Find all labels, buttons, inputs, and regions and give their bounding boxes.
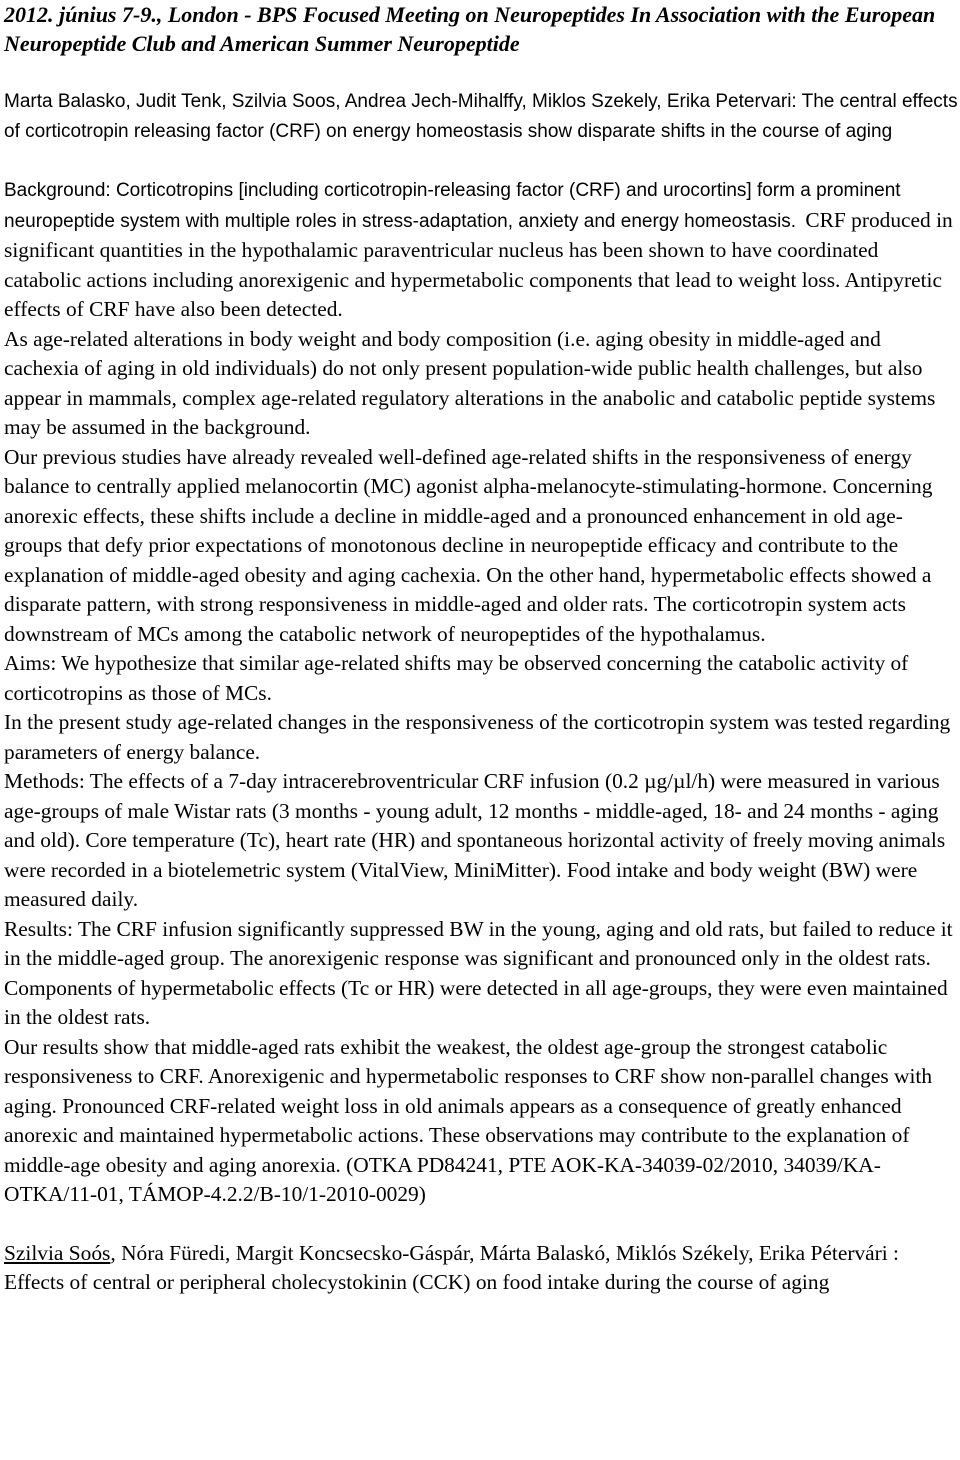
abstract-1-methods: Methods: The effects of a 7-day intracerebroventricular CRF infusion (0.2 µg/µl/h) were measured in various age-groups of male Wistar rats (3 months - young adult, 12 months - middle-aged, 18- and 24 months - aging and old). Core temperature (Tc), heart rate (HR) and spontaneous horizontal activity of freely moving animals were recorded in a biotelemetric system (VitalView, MiniMitter). Food intake and body weight (BW) were measured daily.	[4, 769, 946, 911]
abstract-1-aims: Aims: We hypothesize that similar age-related shifts may be observed concerning the catabolic activity of corticotropins as those of MCs.	[4, 651, 909, 705]
abstract-1-background	[4, 180, 901, 232]
abstract-2-rest: , Nóra Füredi, Margit Koncsecsko-Gáspár, Márta Balaskó, Miklós Székely, Erika Pétervári : Effects of central or peripheral cholecystokinin (CCK) on food intake during the course of aging	[4, 1240, 899, 1294]
document-page	[4, 0, 958, 1298]
abstract-2-authors-title	[4, 1239, 958, 1298]
abstract-1-results: Results: The CRF infusion significantly suppressed BW in the young, aging and old rats, but failed to reduce it in the middle-aged group. The anorexigenic response was significant and pronounced only in the oldest rats. Components of hypermetabolic effects (Tc or HR) were detected in all age-groups, they were even maintained in the oldest rats.	[4, 916, 953, 1029]
abstract-1-authors-title: Marta Balasko, Judit Tenk, Szilvia Soos, Andrea Jech-Mihalffy, Miklos Szekely, Erika Petervari: The central effects of corticotropin releasing factor (CRF) on energy homeostasis show disparate shifts in the course of aging	[4, 91, 958, 142]
abstract-1-paragraph-1: CRF produced in significant quantities in the hypothalamic paraventricular nucleus has been shown to have coordinated catabolic actions including anorexigenic and hypermetabolic components that lead to weight loss. Antipyretic effects of CRF have also been detected.	[4, 207, 953, 321]
presenting-author: Szilvia Soós	[4, 1240, 111, 1265]
spacer	[4, 58, 958, 87]
background-text: Background: Corticotropins [including corticotropin-releasing factor (CRF) and urocortins] form a prominent neuropeptide system with multiple roles in stress-adaptation, anxiety and energy homeostasis.	[4, 180, 901, 232]
abstract-1-paragraph-3: Our previous studies have already revealed well-defined age-related shifts in the responsiveness of energy balance to centrally applied melanocortin (MC) agonist alpha-melanocyte-stimulating-hormone. Concerning anorexic effects, these shifts include a decline in middle-aged and a pronounced enhancement in old age-groups that defy prior expectations of monotonous decline in neuropeptide efficacy and contribute to the explanation of middle-aged obesity and aging cachexia. On the other hand, hypermetabolic effects showed a disparate pattern, with strong responsiveness in middle-aged and older rats. The corticotropin system acts downstream of MCs among the catabolic network of neuropeptides of the hypothalamus.	[4, 444, 933, 646]
abstract-1-paragraph-2: As age-related alterations in body weight and body composition (i.e. aging obesity in middle-aged and cachexia of aging in old individuals) do not only present population-wide public health challenges, but also appear in mammals, complex age-related regulatory alterations in the anabolic and catabolic peptide systems may be assumed in the background.	[4, 326, 936, 439]
spacer	[4, 146, 958, 176]
abstract-1-present-study: In the present study age-related changes in the responsiveness of the corticotropin system was tested regarding parameters of energy balance.	[4, 710, 951, 764]
meeting-heading: 2012. június 7-9., London - BPS Focused Meeting on Neuropeptides In Association with the European Neuropeptide Club and American Summer Neuropeptide	[4, 2, 936, 56]
spacer	[4, 1210, 958, 1239]
abstract-1-conclusion: Our results show that middle-aged rats exhibit the weakest, the oldest age-group the strongest catabolic responsiveness to CRF. Anorexigenic and hypermetabolic responses to CRF show non-parallel changes with aging. Pronounced CRF-related weight loss in old animals appears as a consequence of greatly enhanced anorexic and maintained hypermetabolic actions. These observations may contribute to the explanation of middle-age obesity and aging anorexia. (OTKA PD84241, PTE AOK-KA-34039-02/2010, 34039/KA-OTKA/11-01, TÁMOP-4.2.2/B-10/1-2010-0029)	[4, 1034, 933, 1206]
